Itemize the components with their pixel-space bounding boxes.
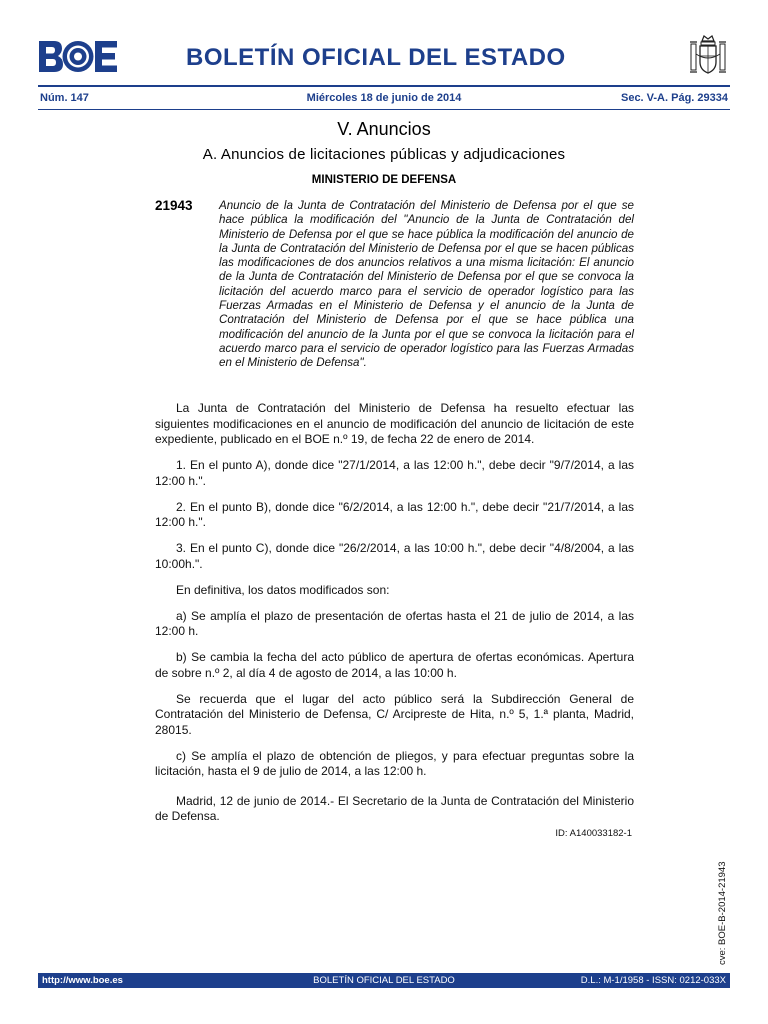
part-heading: V. Anuncios (337, 119, 431, 139)
body-paragraph: 2. En el punto B), donde dice "6/2/2014, a las 12:00 h.", debe decir "21/7/2014, a las 12:00 h.". (155, 499, 634, 529)
body-paragraph: 3. En el punto C), donde dice "26/2/2014, a las 10:00 h.", debe decir "4/8/2004, a las 10:00h.". (155, 541, 634, 571)
body-paragraph: En definitiva, los datos modificados son: (176, 582, 390, 597)
issue-date: Miércoles 18 de junio de 2014 (306, 92, 462, 104)
announcement-number: 21943 (155, 198, 193, 213)
signature: Madrid, 12 de junio de 2014.- El Secretario de la Junta de Contratación del Ministerio de Defensa. (155, 793, 634, 823)
body-paragraph: b) Se cambia la fecha del acto público de apertura de ofertas económicas. Apertura de sobre n.º 2, al día 4 de agosto de 2014, a las 10:00 h. (155, 650, 634, 680)
footer-url-link[interactable]: http://www.boe.es (42, 975, 123, 986)
publication-title: BOLETÍN OFICIAL DEL ESTADO (186, 44, 566, 71)
ministry-heading: MINISTERIO DE DEFENSA (311, 174, 457, 186)
body-paragraph: c) Se amplía el plazo de obtención de pliegos, y para efectuar preguntas sobre la licitación, hasta el 9 de julio de 2014, a las 12:00 h. (155, 748, 634, 778)
footer-publication-name: BOLETÍN OFICIAL DEL ESTADO (313, 975, 455, 986)
body-paragraph: a) Se amplía el plazo de presentación de ofertas hasta el 21 de julio de 2014, a las 12:00 h. (155, 608, 634, 638)
announcement-body (155, 401, 634, 835)
section-page: Sec. V-A. Pág. 29334 (620, 92, 728, 104)
footer-bar (38, 973, 730, 988)
cve-code: cve: BOE-B-2014-21943 (717, 861, 728, 965)
header-rule (38, 85, 730, 87)
boe-logo (38, 40, 118, 73)
document-id: ID: A140033182-1 (555, 828, 632, 839)
body-paragraph: 1. En el punto A), donde dice "27/1/2014, a las 12:00 h.", debe decir "9/7/2014, a las 12:00 h.". (155, 458, 634, 488)
footer-legal: D.L.: M-1/1958 - ISSN: 0212-033X (580, 975, 726, 986)
announcement-summary: Anuncio de la Junta de Contratación del Ministerio de Defensa por el que se hace pública la modificación del "Anuncio de la Junta de Contratación del Ministerio de Defensa por el que se hace pública la modificación del anuncio de la Junta de Contratación del Ministerio de Defensa por el que se hacen públicas las modificaciones de dos anuncios relativos a una misma licitación: El anuncio de la Junta de Contratación del Ministerio de Defensa por el que se convoca la licitación del acuerdo marco para el servicio de operador logístico para las Fuerzas Armadas en el Ministerio de Defensa y el anuncio de la Junta de Contratación del Ministerio de Defensa por el que se hace pública una modificación del anuncio de la Junta por el que se convoca la licitación para el acuerdo marco para el servicio de operador logístico para las Fuerzas Armadas en el Ministerio de Defensa". (219, 199, 634, 370)
subheader-rule (38, 109, 730, 110)
subpart-heading: A. Anuncios de licitaciones públicas y adjudicaciones (202, 146, 566, 163)
body-paragraph: La Junta de Contratación del Ministerio de Defensa ha resuelto efectuar las siguientes modificaciones en el anuncio de modificación del anuncio de licitación de este expediente, publicado en el BOE n.º 19, de fecha 22 de enero de 2014. (155, 401, 634, 446)
issue-number: Núm. 147 (40, 92, 89, 104)
body-paragraph: Se recuerda que el lugar del acto público será la Subdirección General de Contratación del Ministerio de Defensa, C/ Arcipreste de Hita, n.º 5, 1.ª planta, Madrid, 28015. (155, 691, 634, 737)
coat-of-arms-icon (688, 34, 728, 80)
